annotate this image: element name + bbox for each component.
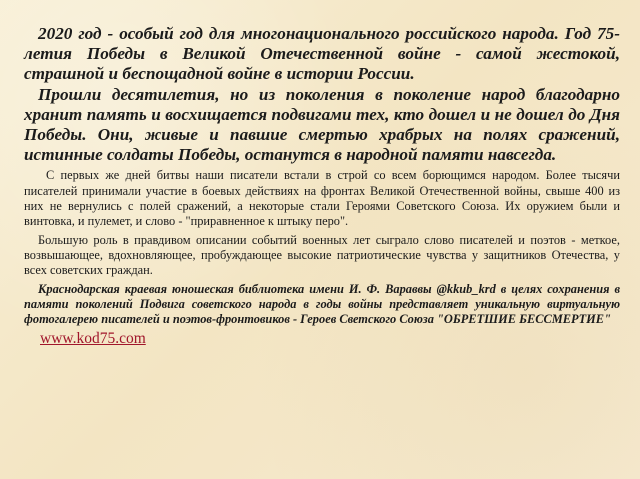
website-link[interactable]: www.kod75.com <box>40 330 146 348</box>
intro-paragraph-1: 2020 год - особый год для многонационального российского народа. Год 75-летия Победы в Великой Отечественной войне - самой жестокой, страшной и беспощадной войне в истории России. <box>24 24 620 84</box>
credit-paragraph: Краснодарская краевая юношеская библиотека имени И. Ф. Вараввы @kkub_krd в целях сохранения в памяти поколений Подвига советского народа в годы войны представляет уникальную виртуальную фотогалерею писателей и поэтов-фронтовиков - Героев Светского Союза "ОБРЕТШИЕ БЕССМЕРТИЕ" <box>24 281 620 327</box>
document-content <box>24 24 620 348</box>
body-paragraph-2: Большую роль в правдивом описании событий военных лет сыграло слово писателей и поэтов - меткое, возвышающее, вдохновляющее, пробуждающее высокие патриотические чувства у защитников Отечества, у всех советских граждан. <box>24 232 620 278</box>
body-paragraph-1: С первых же дней битвы наши писатели встали в строй со всем борющимся народом. Более тысячи писателей принимали участие в боевых действиях на фронтах Великой Отечественной войны, свыше 400 из них не вернулись с полей сражений, а некоторые стали Героями Советского Союза. Их оружием были и винтовка, и пулемет, и слово - "приравненное к штыку перо". <box>24 168 620 229</box>
intro-paragraph-2: Прошли десятилетия, но из поколения в поколение народ благодарно хранит память и восхищается подвигами тех, кто дошел и не дошел до Дня Победы. Они, живые и павшие смертью храбрых на полях сражений, истинные солдаты Победы, останутся в народной памяти навсегда. <box>24 84 620 165</box>
